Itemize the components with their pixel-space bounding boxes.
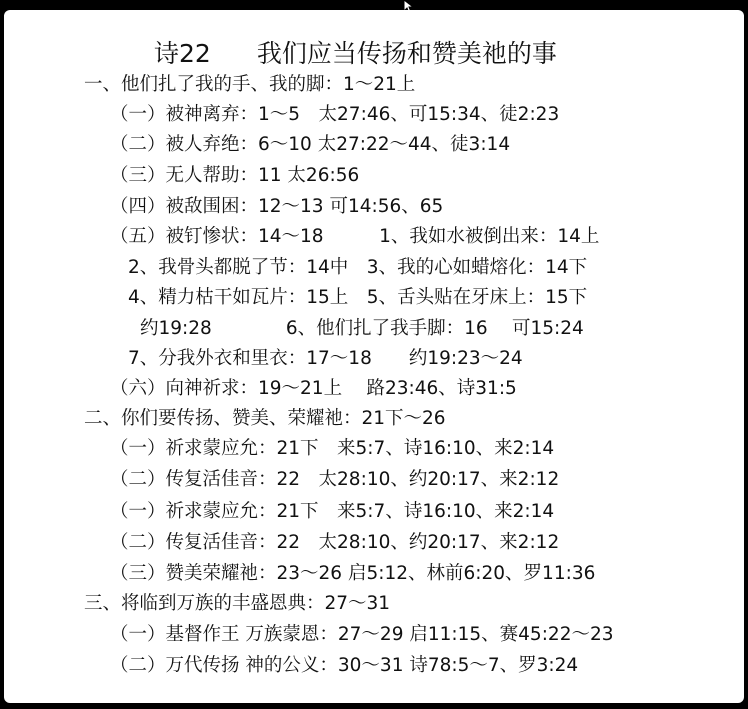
title-text: 我们应当传扬和赞美祂的事 [256,39,557,68]
outline-item: （一）祈求蒙应允：21下 来5:7、诗16:10、来2:14 [110,501,555,522]
outline-item: （二）传复活佳音：22 太28:10、约20:17、来2:12 [110,469,560,490]
outline-item: （三）无人帮助：11 太26:56 [110,165,360,186]
outline-item: （一）祈求蒙应允：21下 来5:7、诗16:10、来2:14 [110,438,555,459]
outline-item: （六）向神祈求：19～21上 路23:46、诗31:5 [110,378,517,399]
outline-item: （四）被敌围困：12～13 可14:56、65 [110,196,444,217]
outline-subitem: 7、分我外衣和里衣：17～18 约19:23～24 [128,348,523,369]
outline-item: （五）被钉惨状：14～18 1、我如水被倒出来：14上 [110,226,600,247]
outline-item: （三）赞美荣耀祂：23～26 启5:12、林前6:20、罗11:36 [110,563,596,584]
section-1-heading: 一、他们扎了我的手、我的脚：1～21上 [84,74,416,95]
section-2-heading: 二、你们要传扬、赞美、荣耀祂：21下～26 [84,408,446,429]
psalm-number: 诗22 [154,39,211,68]
document-page [4,10,744,703]
outline-subitem: 4、精力枯干如瓦片：15上 5、舌头贴在牙床上：15下 [128,287,588,308]
outline-item: （一）被神离弃：1～5 太27:46、可15:34、徒2:23 [110,104,560,125]
outline-item: （二）万代传扬 神的公义：30～31 诗78:5～7、罗3:24 [110,655,579,676]
page-title [154,38,674,70]
section-3-heading: 三、将临到万族的丰盛恩典：27～31 [84,593,391,614]
outline-item: （二）传复活佳音：22 太28:10、约20:17、来2:12 [110,532,560,553]
outline-item: （一）基督作王 万族蒙恩：27～29 启11:15、赛45:22～23 [110,624,614,645]
outline-item: （二）被人弃绝：6～10 太27:22～44、徒3:14 [110,134,511,155]
outline-subitem: 约19:28 6、他们扎了我手脚：16 可15:24 [140,318,584,339]
outline-subitem: 2、我骨头都脱了节：14中 3、我的心如蜡熔化：14下 [128,257,588,278]
